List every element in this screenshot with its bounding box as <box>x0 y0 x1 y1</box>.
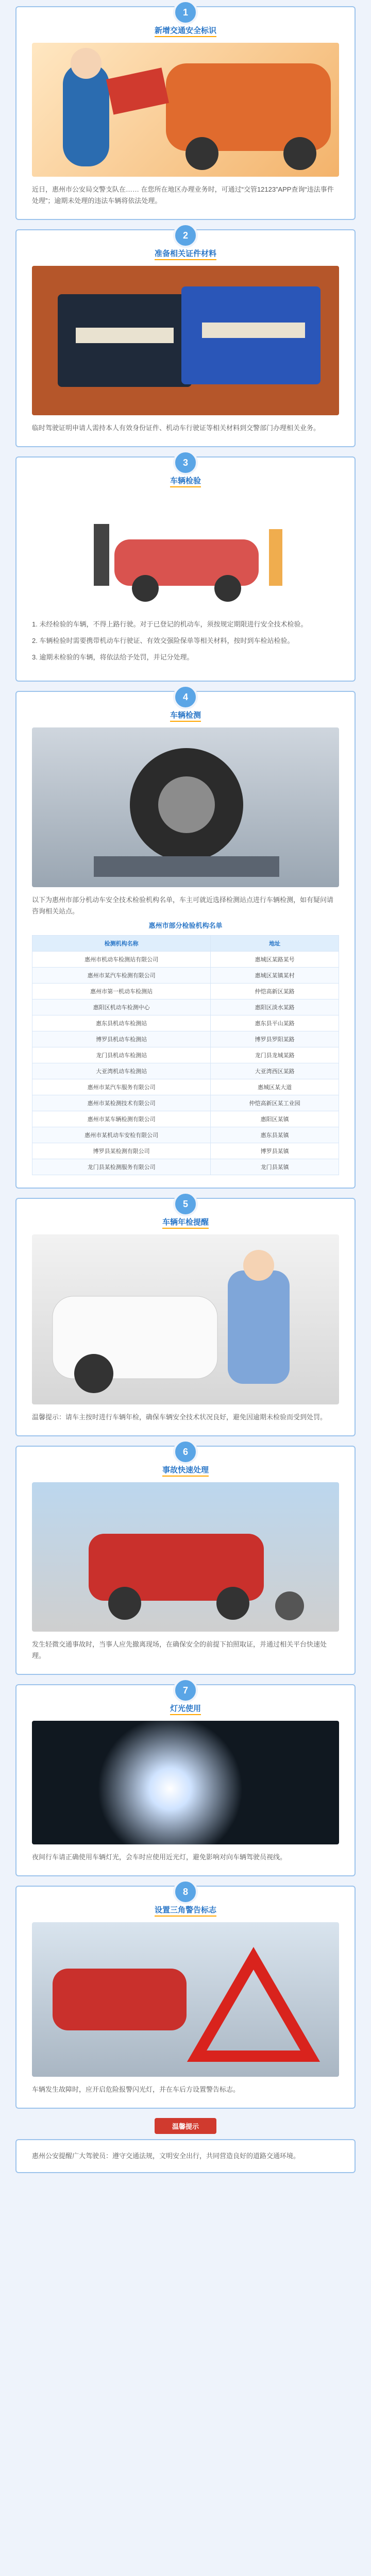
section-title: 准备相关证件材料 <box>155 249 216 260</box>
station-name-cell: 惠州市第一机动车检测站 <box>32 984 211 999</box>
table-row <box>32 1127 339 1143</box>
station-address-cell: 大亚湾西区某路 <box>211 1063 339 1079</box>
station-name-cell: 龙门县某检测服务有限公司 <box>32 1159 211 1175</box>
section-text: 近日，惠州市公安局交警支队在…… 在您所在地区办理业务时，可通过“交管12123”APP查询“违法事件处理”；逾期未处理的违法车辆将依法处理。 <box>32 185 334 205</box>
table-row <box>32 952 339 968</box>
station-name-cell: 惠州市某汽车检测有限公司 <box>32 968 211 984</box>
station-name-cell: 惠阳区机动车检测中心 <box>32 999 211 1015</box>
station-name-cell: 博罗县某检测有限公司 <box>32 1143 211 1159</box>
officer-checking-car-photo <box>32 1234 339 1404</box>
table-row <box>32 1143 339 1159</box>
station-address-cell: 博罗县某镇 <box>211 1143 339 1159</box>
damaged-car-photo <box>32 1482 339 1632</box>
section-title: 新增交通安全标识 <box>155 26 216 37</box>
section-title: 灯光使用 <box>170 1704 201 1715</box>
section-5-card <box>15 1198 356 1436</box>
section-title: 车辆检测 <box>170 711 201 722</box>
column-header: 检测机构名称 <box>32 936 211 952</box>
station-name-cell: 惠州市某车辆检测有限公司 <box>32 1111 211 1127</box>
table-row <box>32 1031 339 1047</box>
section-number-badge: 4 <box>173 685 198 709</box>
station-address-cell: 惠阳区某镇 <box>211 1111 339 1127</box>
section-4-card <box>15 691 356 1189</box>
accident-scene-photo <box>32 1482 339 1632</box>
section-title: 设置三角警告标志 <box>155 1906 216 1917</box>
section-paragraph: 1. 未经检验的车辆，不得上路行驶。对于已登记的机动车，须按规定期限进行安全技术检验。 <box>32 620 308 628</box>
section-title: 车辆年检提醒 <box>162 1218 209 1229</box>
section-text: 发生轻微交通事故时，当事人应先撤离现场，在确保安全的前提下拍照取证，并通过相关平台快速处理。 <box>32 1640 327 1659</box>
station-name-cell: 惠州市机动车检测站有限公司 <box>32 952 211 968</box>
station-address-cell: 仲恺高新区某路 <box>211 984 339 999</box>
station-address-cell: 惠城区某路某号 <box>211 952 339 968</box>
station-address-cell: 惠城区某大道 <box>211 1079 339 1095</box>
traffic-police-illustration <box>32 43 339 177</box>
footer-card <box>15 2139 356 2173</box>
station-name-cell: 龙门县机动车检测站 <box>32 1047 211 1063</box>
table-caption: 惠州市部分检验机构名单 <box>148 922 223 929</box>
station-address-cell: 龙门县龙城某路 <box>211 1047 339 1063</box>
section-paragraph: 3. 逾期未检验的车辆，将依法给予处罚，并记分处理。 <box>32 653 194 661</box>
section-7-card <box>15 1684 356 1876</box>
car-inspection-illustration <box>32 493 339 612</box>
station-name-cell: 惠州市某检测技术有限公司 <box>32 1095 211 1111</box>
inspection-station-table <box>32 935 339 1175</box>
warning-triangle-photo <box>32 1922 339 2077</box>
car-illustration <box>32 493 339 612</box>
section-8-card <box>15 1886 356 2109</box>
footer-text: 惠州公安提醒广大驾驶员：遵守交通法规，文明安全出行，共同营造良好的道路交通环境。 <box>32 2152 300 2160</box>
table-row <box>32 968 339 984</box>
section-number-badge: 8 <box>173 1879 198 1904</box>
station-address-cell: 惠东县某镇 <box>211 1127 339 1143</box>
table-row <box>32 1111 339 1127</box>
section-number-badge: 7 <box>173 1678 198 1703</box>
table-row <box>32 1159 339 1175</box>
station-address-cell: 龙门县某镇 <box>211 1159 339 1175</box>
table-row <box>32 1079 339 1095</box>
tire-on-roller-photo <box>32 727 339 887</box>
table-row <box>32 999 339 1015</box>
station-name-cell: 惠州市某机动车安检有限公司 <box>32 1127 211 1143</box>
table-row <box>32 984 339 999</box>
driver-license-documents <box>32 266 339 415</box>
officer-photo <box>32 1234 339 1404</box>
section-text: 车辆发生故障时，应开启危险报警闪光灯，并在车后方设置警告标志。 <box>32 2086 240 2093</box>
station-address-cell: 惠东县平山某路 <box>211 1015 339 1031</box>
section-text: 温馨提示：请车主按时进行车辆年检，确保车辆安全技术状况良好，避免因逾期未检验而受到处罚。 <box>32 1413 327 1421</box>
station-address-cell: 惠城区某镇某村 <box>211 968 339 984</box>
section-number-badge: 2 <box>173 223 198 248</box>
section-title: 事故快速处理 <box>162 1466 209 1477</box>
section-number-badge: 1 <box>173 0 198 25</box>
section-number-badge: 6 <box>173 1439 198 1464</box>
station-name-cell: 惠州市某汽车服务有限公司 <box>32 1079 211 1095</box>
station-name-cell: 大亚湾机动车检测站 <box>32 1063 211 1079</box>
section-1-card <box>15 6 356 220</box>
section-text: 临时驾驶证明申请人需持本人有效身份证件、机动车行驶证等相关材料到交警部门办理相关业务。 <box>32 424 321 432</box>
inspection-lane-photo <box>32 727 339 887</box>
section-text: 以下为惠州市部分机动车安全技术检验机构名单，车主可就近选择检测站点进行车辆检测，如有疑问请咨询相关站点。 <box>32 896 334 915</box>
column-header: 地址 <box>211 936 339 952</box>
section-paragraph: 2. 车辆检验时需要携带机动车行驶证、有效交强险保单等相关材料，按时到车检站检验。 <box>32 637 294 645</box>
station-address-cell: 仲恺高新区某工业园 <box>211 1095 339 1111</box>
table-row <box>32 1095 339 1111</box>
section-3-card <box>15 456 356 682</box>
footer-title: 温馨提示 <box>155 2118 216 2134</box>
headlight-photo <box>32 1721 339 1844</box>
section-number-badge: 3 <box>173 450 198 475</box>
section-2-card <box>15 229 356 447</box>
table-row <box>32 1063 339 1079</box>
warning-triangle-icon <box>32 1922 339 2077</box>
section-text: 夜间行车请正确使用车辆灯光，会车时应使用近光灯，避免影响对向车辆驾驶员视线。 <box>32 1853 287 1861</box>
documents-photo <box>32 266 339 415</box>
station-name-cell: 博罗县机动车检测站 <box>32 1031 211 1047</box>
section-6-card <box>15 1446 356 1675</box>
illustration-image <box>32 43 339 177</box>
station-address-cell: 惠阳区淡水某路 <box>211 999 339 1015</box>
station-address-cell: 博罗县罗阳某路 <box>211 1031 339 1047</box>
station-name-cell: 惠东县机动车检测站 <box>32 1015 211 1031</box>
section-number-badge: 5 <box>173 1192 198 1216</box>
table-row <box>32 1047 339 1063</box>
table-row <box>32 1015 339 1031</box>
section-title: 车辆检验 <box>170 477 201 487</box>
